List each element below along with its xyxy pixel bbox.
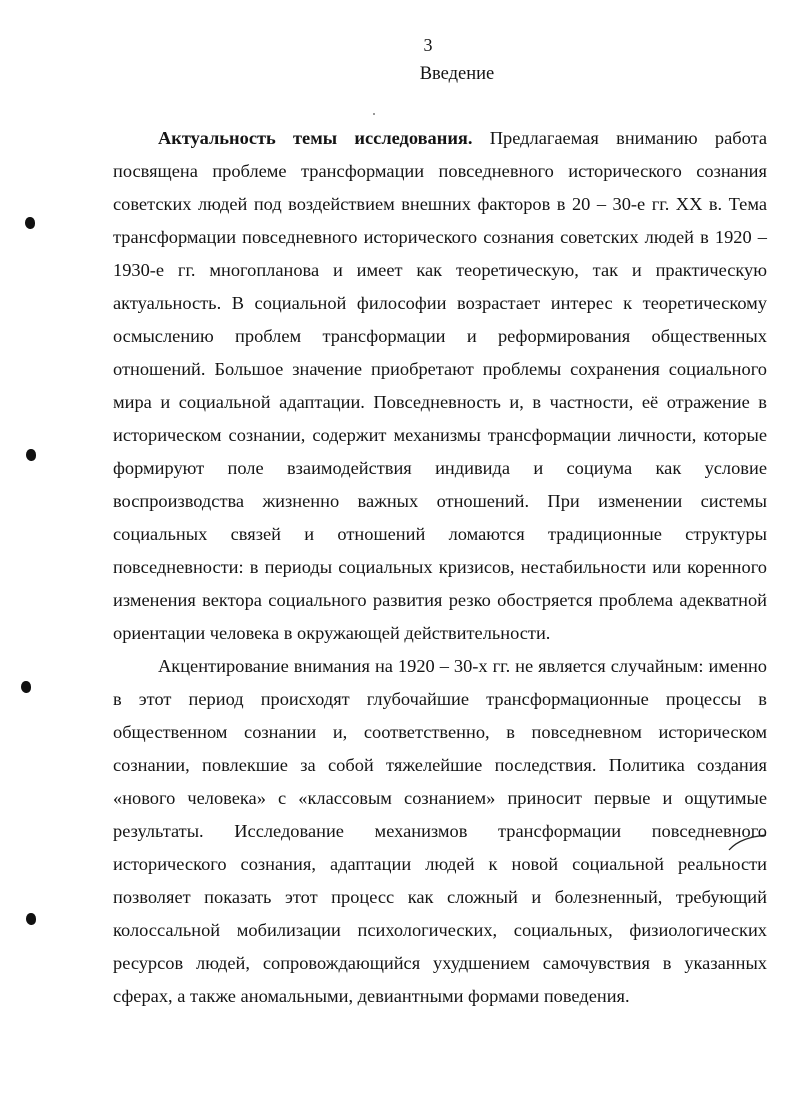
paragraph-text: Предлагаемая вниманию работа посвящена проблеме трансформации повседневного исторического сознания советских людей под воздействием внешних факторов в 20 – 30-е гг. XX в. Тема трансформации повседневного исторического сознания советских людей в 1920 – 1930-е гг. многопланова и имеет как теоретическую, так и практическую актуальность. В социальной философии возрастает интерес к теоретическому осмыслению проблем трансформации и реформирования общественных отношений. Большое значение приобретают проблемы сохранения социального мира и социальной адаптации. Повседневность и, в частности, её отражение в историческом сознании, содержит механизмы трансформации личности, которые формируют поле взаимодействия индивида и социума как условие воспроизводства жизненно важных отношений. При изменении системы социальных связей и отношений ломаются традиционные структуры повседневности: в периоды социальных кризисов, нестабильности или коренного изменения вектора социального развития резко обостряется проблема адекватной ориентации человека в окружающей действительности. bbox=[113, 128, 767, 643]
punch-hole-mark bbox=[26, 449, 36, 461]
page-number: 3 bbox=[423, 35, 433, 55]
handwritten-correction-mark bbox=[726, 832, 774, 854]
punch-hole-mark bbox=[25, 217, 35, 229]
punch-hole-mark bbox=[26, 913, 36, 925]
section-heading: Введение bbox=[419, 64, 495, 84]
paragraph-focus: Акцентирование внимания на 1920 – 30-х гг. не является случайным: именно в этот период происходят глубочайшие трансформационные процессы в общественном сознании и, соответственно, в повседневном историческом сознании, повлекшие за собой тяжелейшие последствия. Политика создания «нового человека» с «классовым сознанием» приносит первые и ощутимые результаты. Исследование механизмов трансформации повседневного исторического сознания, адаптации людей к новой социальной реальности позволяет показать этот процесс как сложный и болезненный, требующий колоссальной мобилизации психологических, социальных, физиологических ресурсов людей, сопровождающийся ухудшением самочувствия в указанных сферах, а также аномальными, девиантными формами поведения. bbox=[113, 656, 767, 1006]
paragraph-relevance bbox=[113, 122, 767, 650]
scan-artifact-dot bbox=[373, 113, 375, 115]
body-text bbox=[113, 122, 767, 1013]
punch-hole-mark bbox=[21, 681, 31, 693]
paragraph-lead: Актуальность темы исследования. bbox=[158, 128, 473, 148]
